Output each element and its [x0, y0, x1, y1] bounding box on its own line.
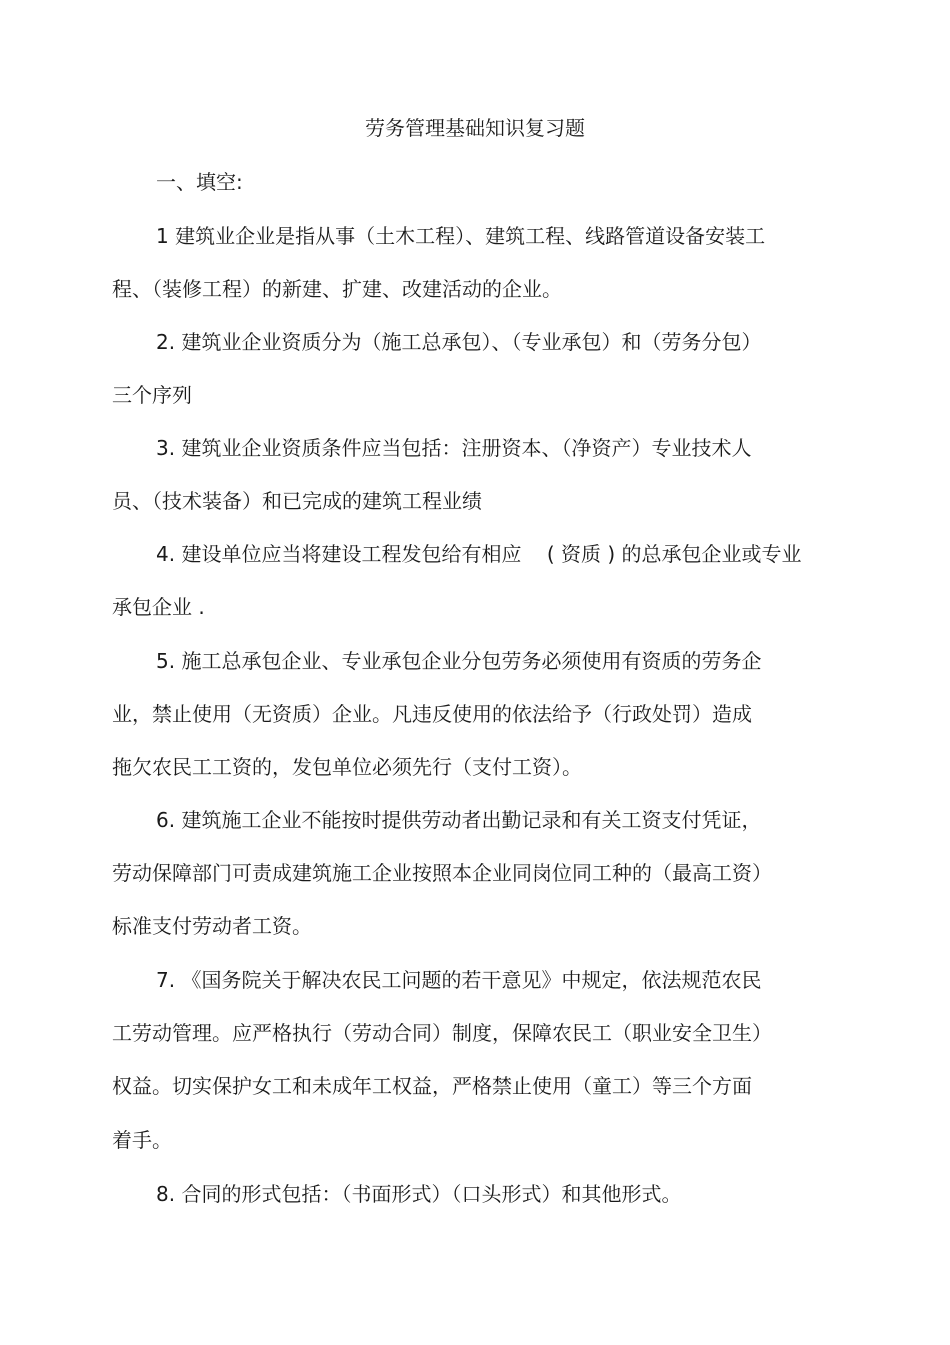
question-line: 拖欠农民工工资的，发包单位必须先行（支付工资）。: [112, 755, 582, 779]
question-line: 1 建筑业企业是指从事（土木工程）、建筑工程、线路管道设备安装工: [156, 224, 766, 248]
question-line: 2. 建筑业企业资质分为（施工总承包）、（专业承包）和（劳务分包）: [156, 330, 762, 354]
question-line: 6. 建筑施工企业不能按时提供劳动者出勤记录和有关工资支付凭证，: [156, 808, 762, 832]
question-line: 三个序列: [112, 383, 192, 407]
question-line: 员、（技术装备）和已完成的建筑工程业绩: [112, 489, 482, 513]
question-line: 标准支付劳动者工资。: [112, 914, 312, 938]
question-line: 权益。切实保护女工和未成年工权益，严格禁止使用（童工）等三个方面: [112, 1074, 752, 1098]
question-line: 程、（装修工程）的新建、扩建、改建活动的企业。: [112, 277, 562, 301]
question-line: 5. 施工总承包企业、专业承包企业分包劳务必须使用有资质的劳务企: [156, 649, 762, 673]
document-title: 劳务管理基础知识复习题: [365, 116, 585, 140]
question-line: 3. 建筑业企业资质条件应当包括：注册资本、（净资产）专业技术人: [156, 436, 752, 460]
question-line: 工劳动管理。应严格执行（劳动合同）制度，保障农民工（职业安全卫生）: [112, 1021, 772, 1045]
question-line: 业，禁止使用（无资质）企业。凡违反使用的依法给予（行政处罚）造成: [112, 702, 752, 726]
question-line: 8. 合同的形式包括：（书面形式）（口头形式）和其他形式。: [156, 1182, 682, 1206]
question-line: 4. 建设单位应当将建设工程发包给有相应 ( 资质 ) 的总承包企业或专业: [156, 542, 802, 566]
question-line: 7. 《国务院关于解决农民工问题的若干意见》中规定，依法规范农民: [156, 968, 762, 992]
question-line: 承包企业 .: [112, 595, 205, 619]
question-line: 着手。: [112, 1128, 172, 1152]
question-line: 劳动保障部门可责成建筑施工企业按照本企业同岗位同工种的（最高工资）: [112, 861, 772, 885]
section-heading: 一、填空:: [156, 170, 243, 194]
